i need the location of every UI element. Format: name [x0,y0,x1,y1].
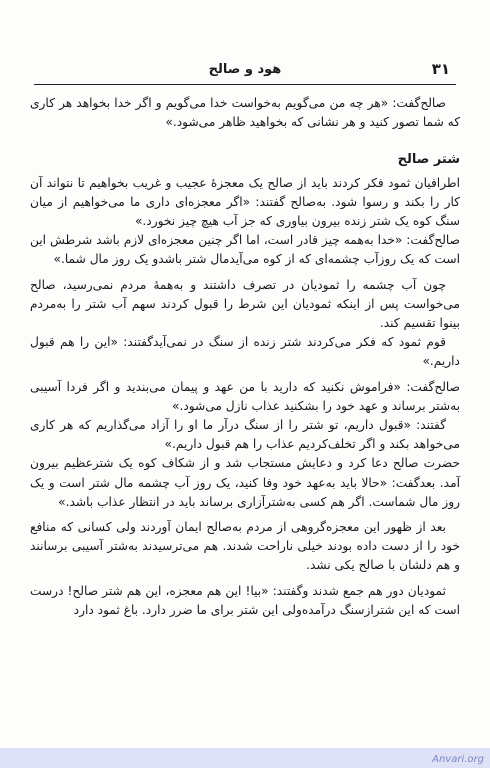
page-header [34,60,456,84]
paragraph: صالح‌گفت: «هر چه من می‌گویم به‌خواست خدا می‌گویم و اگر خدا بخواهد هر کاری که شما تصور کنید و هر نشانی که بخواهید ظاهر می‌شود.» [30,96,460,130]
paragraph: صالح‌گفت: «خدا به‌همه چیز قادر است، اما اگر چنین معجزه‌ای لازم باشد شرطش این است که یک روزآب چشمه‌ای که از کوه می‌آیدمال شتر باشدو یک روز مال شما.» [30,233,460,267]
paragraph: چون آب چشمه را ثمودیان در تصرف داشتند و به‌همهٔ مردم نمی‌رسید، صالح می‌خواست پس از اینکه ثمودیان این شرط را قبول کردند سهم آب شتر را به‌مردم بینوا تقسیم کند. [30,277,460,331]
page-number: ۳۱ [431,60,450,78]
paragraph: صالح‌گفت: «فراموش نکنید که دارید با من عهد و پیمان می‌بندید و اگر فردا آسیبی به‌شتر برساند و عهد خود را بشکنید عذاب نازل می‌شود.» [30,379,460,413]
paragraph: قوم ثمود که فکر می‌کردند شتر زنده از سنگ در نمی‌آیدگفتند: «این را هم قبول داریم.» [30,335,460,369]
running-title: هود و صالح [208,62,282,77]
paragraph: اطرافیان ثمود فکر کردند باید از صالح یک معجزهٔ عجیب و غریب بخواهیم تا نتواند آن کار را بکند و رسوا شود. به‌صالح گفتند: «اگر معجزه‌ای داری ما می‌خواهیم از میان سنگ کوه یک شتر زنده بیرون بیاوری که جز آب هیچ چیز نخورد.» [30,175,460,229]
watermark: Anvari.org [432,754,484,765]
footer-bar [0,748,490,768]
header-rule [34,84,456,85]
paragraph: حضرت صالح دعا کرد و دعایش مستجاب شد و از شکاف کوه یک شترعظیم بیرون آمد. بعدگفت: «حالا باید به‌عهد خود وفا کنید، یک روز آب چشمه مال شتر است و یک روز مال شماست. اگر هم کسی به‌شترآزاری برساند باید در انتظار عذاب باشد.» [30,456,460,509]
paragraph: گفتند: «قبول داریم، تو شتر را از سنگ درآر ما او را آزاد می‌گذاریم که هر کاری می‌خواهد بکند و اگر تخلف‌کردیم عذاب را هم قبول داریم.» [30,418,460,452]
section-heading: شتر صالح [397,152,460,168]
paragraph: ثمودیان دور هم جمع شدند وگفتند: «بیا! این هم معجزه، این هم شتر صالح! درست است که این شترازسنگ درآمده‌ولی این شتر برای ما ضرر دارد. باغ ثمود دارد [30,583,460,617]
paragraph: بعد از ظهور این معجزه‌گروهی از مردم به‌صالح ایمان آوردند ولی کسانی که منافع خود را از دست داده بودند خیلی ناراحت شدند. هم می‌ترسیدند به‌شتر آسیبی برسانند و هم دلشان با صالح یکی نشد. [30,520,460,573]
page-body [30,94,460,620]
